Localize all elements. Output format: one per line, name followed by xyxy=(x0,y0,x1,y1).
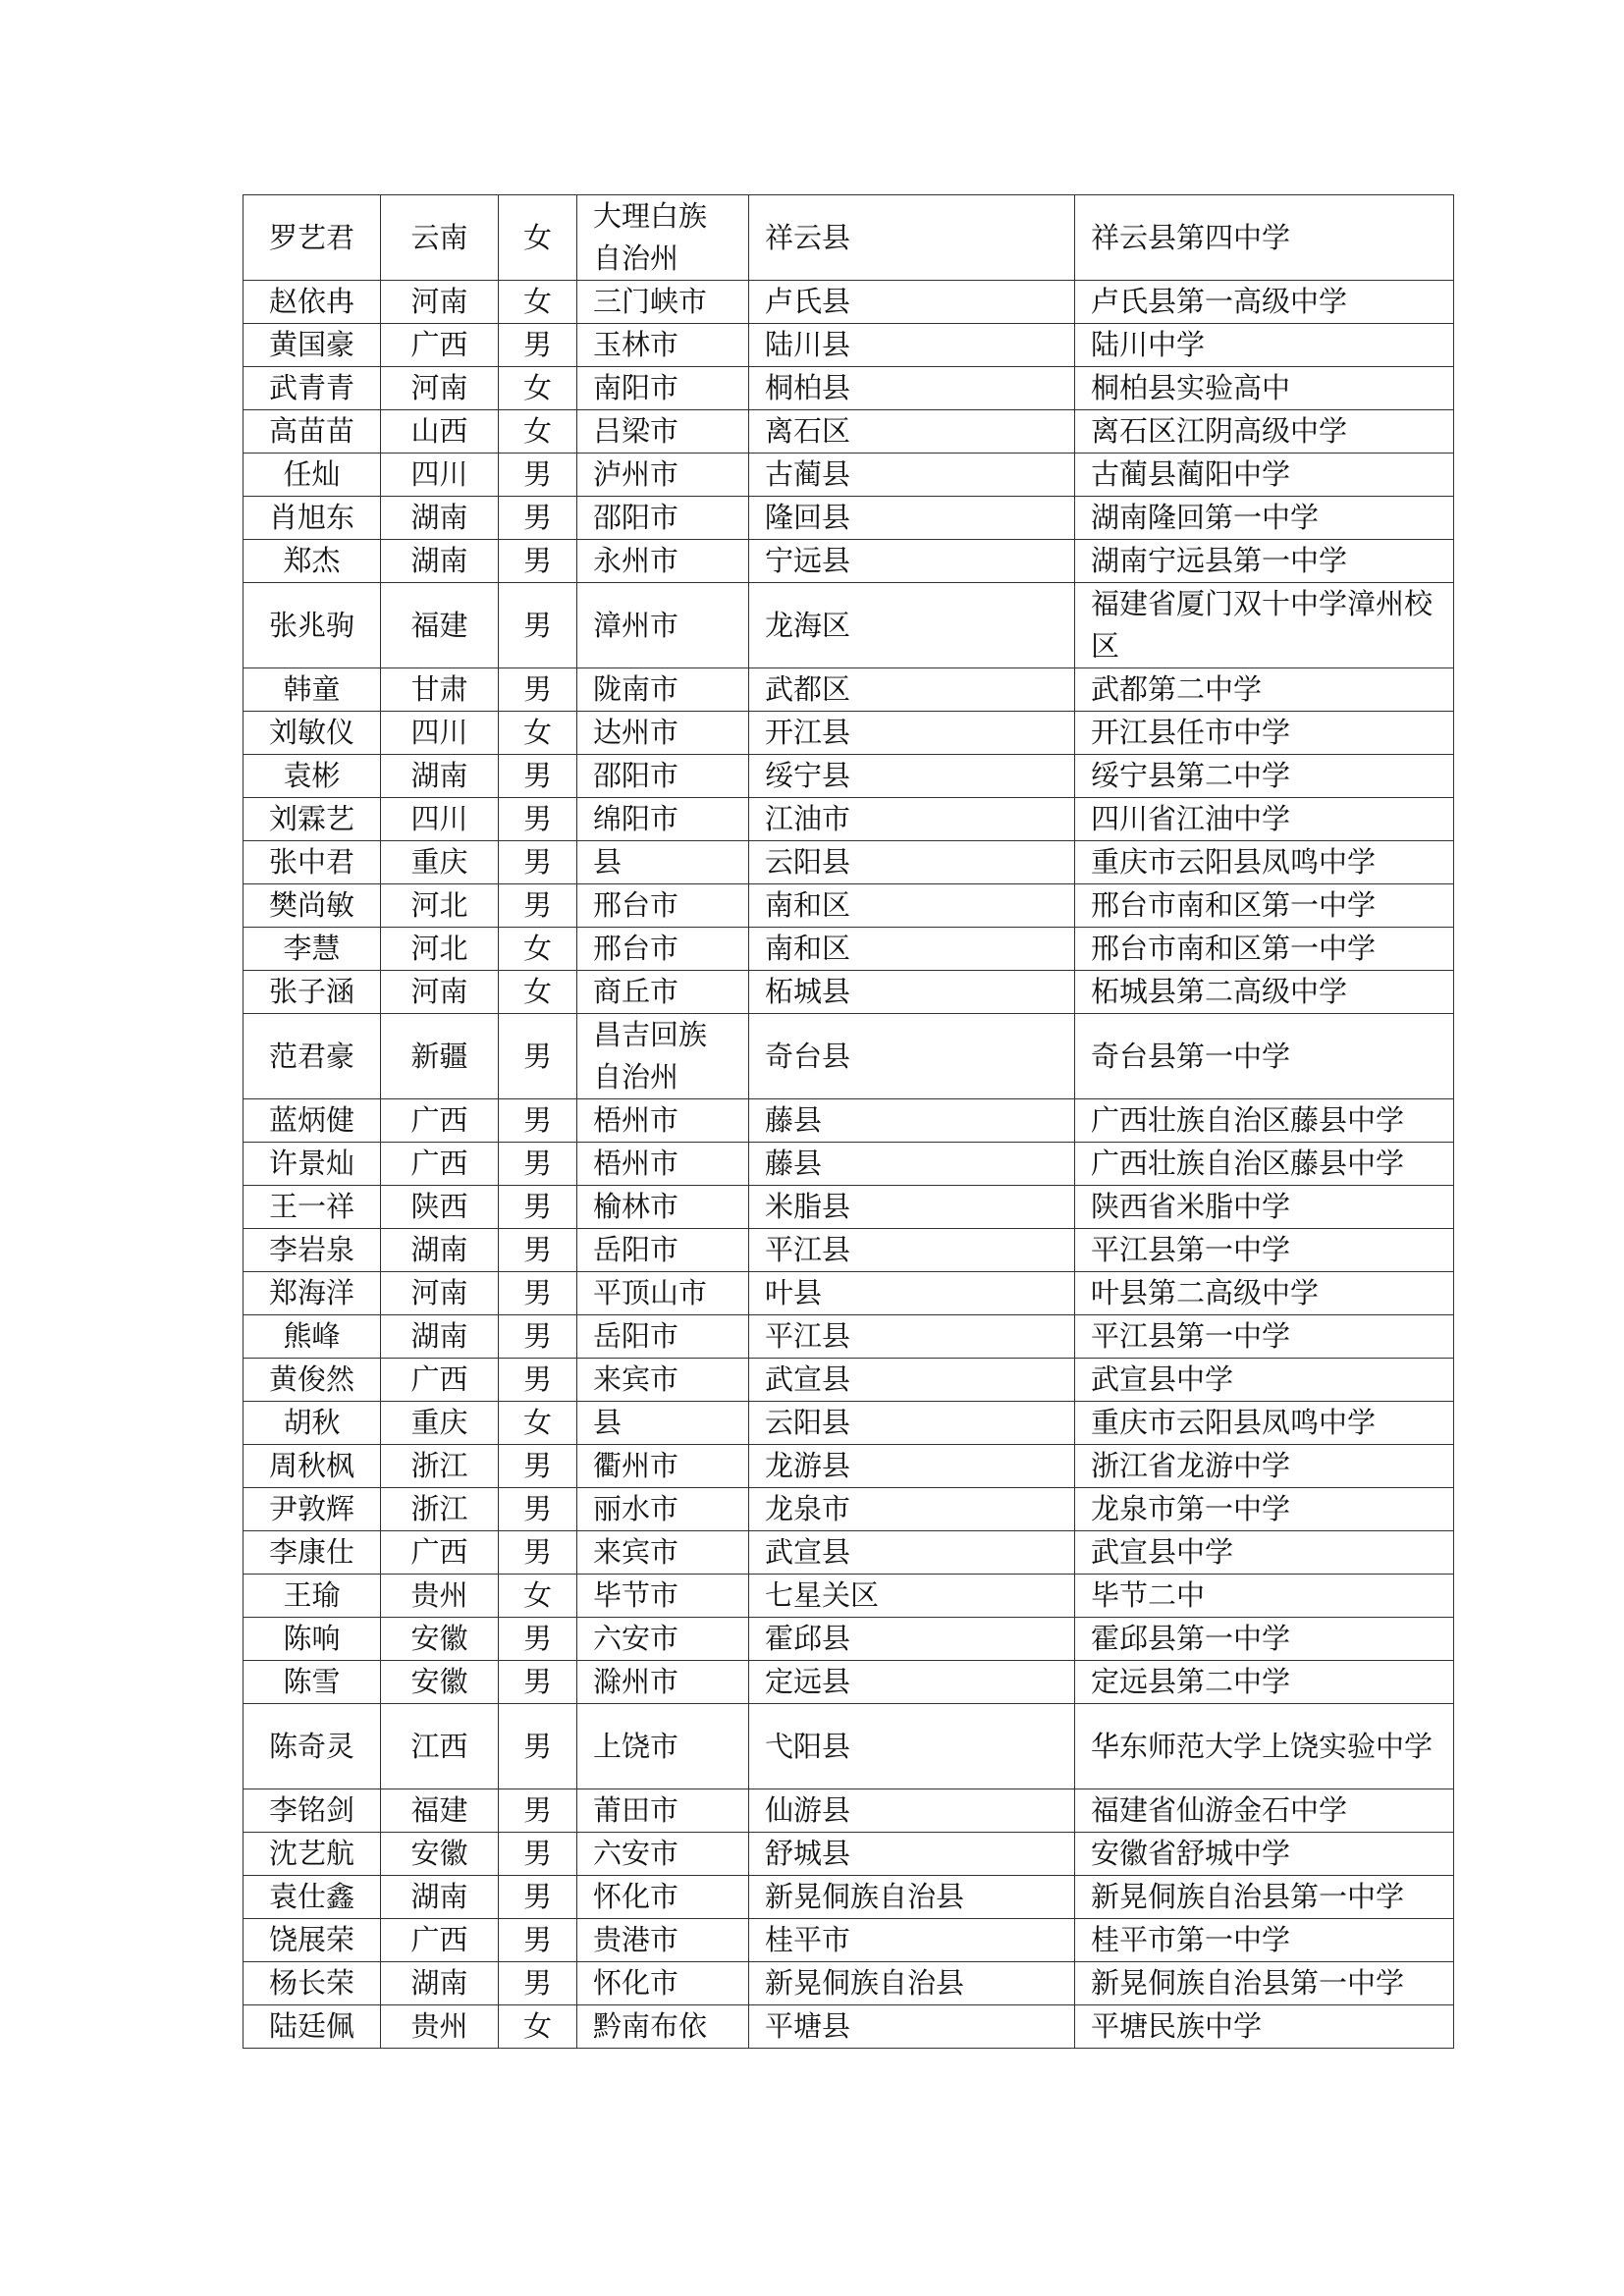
school-cell: 古蔺县蔺阳中学 xyxy=(1075,454,1454,497)
province-cell: 云南 xyxy=(381,195,499,281)
county-cell: 江油市 xyxy=(749,798,1075,841)
province-cell: 贵州 xyxy=(381,1575,499,1618)
school-cell: 离石区江阴高级中学 xyxy=(1075,410,1454,454)
name-cell: 范君豪 xyxy=(244,1014,381,1099)
name-cell: 刘霖艺 xyxy=(244,798,381,841)
county-cell: 古蔺县 xyxy=(749,454,1075,497)
gender-cell: 男 xyxy=(499,884,577,928)
city-cell: 莆田市 xyxy=(577,1789,749,1833)
city-cell: 县 xyxy=(577,841,749,884)
name-cell: 郑杰 xyxy=(244,540,381,583)
city-cell: 泸州市 xyxy=(577,454,749,497)
county-cell: 奇台县 xyxy=(749,1014,1075,1099)
table-row xyxy=(244,1488,1454,1531)
city-cell: 绵阳市 xyxy=(577,798,749,841)
county-cell: 七星关区 xyxy=(749,1575,1075,1618)
name-cell: 李慧 xyxy=(244,928,381,971)
city-cell: 邢台市 xyxy=(577,884,749,928)
gender-cell: 男 xyxy=(499,1876,577,1919)
province-cell: 陕西 xyxy=(381,1186,499,1229)
name-cell: 尹敦辉 xyxy=(244,1488,381,1531)
county-cell: 离石区 xyxy=(749,410,1075,454)
school-cell: 华东师范大学上饶实验中学 xyxy=(1075,1704,1454,1789)
city-cell: 黔南布依 xyxy=(577,2005,749,2049)
province-cell: 广西 xyxy=(381,324,499,367)
name-cell: 郑海洋 xyxy=(244,1272,381,1315)
name-cell: 高苗苗 xyxy=(244,410,381,454)
name-cell: 熊峰 xyxy=(244,1315,381,1359)
city-cell: 衢州市 xyxy=(577,1445,749,1488)
gender-cell: 男 xyxy=(499,583,577,668)
gender-cell: 女 xyxy=(499,1402,577,1445)
gender-cell: 男 xyxy=(499,1315,577,1359)
table-row xyxy=(244,367,1454,410)
school-cell: 重庆市云阳县凤鸣中学 xyxy=(1075,841,1454,884)
county-cell: 祥云县 xyxy=(749,195,1075,281)
name-cell: 罗艺君 xyxy=(244,195,381,281)
school-cell: 陕西省米脂中学 xyxy=(1075,1186,1454,1229)
county-cell: 新晃侗族自治县 xyxy=(749,1876,1075,1919)
province-cell: 广西 xyxy=(381,1143,499,1186)
city-cell: 商丘市 xyxy=(577,971,749,1014)
city-cell: 毕节市 xyxy=(577,1575,749,1618)
name-cell: 黄国豪 xyxy=(244,324,381,367)
table-row xyxy=(244,712,1454,755)
county-cell: 南和区 xyxy=(749,884,1075,928)
school-cell: 平江县第一中学 xyxy=(1075,1315,1454,1359)
city-cell: 滁州市 xyxy=(577,1661,749,1704)
province-cell: 福建 xyxy=(381,583,499,668)
city-cell: 三门峡市 xyxy=(577,281,749,324)
province-cell: 四川 xyxy=(381,454,499,497)
school-cell: 邢台市南和区第一中学 xyxy=(1075,884,1454,928)
name-cell: 韩童 xyxy=(244,668,381,712)
table-row xyxy=(244,454,1454,497)
table-row xyxy=(244,928,1454,971)
gender-cell: 女 xyxy=(499,928,577,971)
county-cell: 仙游县 xyxy=(749,1789,1075,1833)
province-cell: 广西 xyxy=(381,1359,499,1402)
province-cell: 湖南 xyxy=(381,497,499,540)
name-cell: 张兆驹 xyxy=(244,583,381,668)
school-cell: 重庆市云阳县凤鸣中学 xyxy=(1075,1402,1454,1445)
county-cell: 南和区 xyxy=(749,928,1075,971)
roster-body xyxy=(244,195,1454,2049)
school-cell: 龙泉市第一中学 xyxy=(1075,1488,1454,1531)
city-cell: 来宾市 xyxy=(577,1359,749,1402)
county-cell: 龙泉市 xyxy=(749,1488,1075,1531)
school-cell: 霍邱县第一中学 xyxy=(1075,1618,1454,1661)
city-cell: 六安市 xyxy=(577,1833,749,1876)
city-cell: 来宾市 xyxy=(577,1531,749,1575)
name-cell: 赵依冉 xyxy=(244,281,381,324)
name-cell: 陈雪 xyxy=(244,1661,381,1704)
county-cell: 霍邱县 xyxy=(749,1618,1075,1661)
province-cell: 河南 xyxy=(381,367,499,410)
gender-cell: 男 xyxy=(499,1445,577,1488)
gender-cell: 男 xyxy=(499,1229,577,1272)
province-cell: 甘肃 xyxy=(381,668,499,712)
name-cell: 蓝炳健 xyxy=(244,1099,381,1143)
school-cell: 武宣县中学 xyxy=(1075,1531,1454,1575)
table-row xyxy=(244,281,1454,324)
province-cell: 安徽 xyxy=(381,1833,499,1876)
province-cell: 河南 xyxy=(381,1272,499,1315)
table-row xyxy=(244,1099,1454,1143)
county-cell: 桐柏县 xyxy=(749,367,1075,410)
county-cell: 武都区 xyxy=(749,668,1075,712)
province-cell: 山西 xyxy=(381,410,499,454)
school-cell: 四川省江油中学 xyxy=(1075,798,1454,841)
table-row xyxy=(244,195,1454,281)
table-row xyxy=(244,1359,1454,1402)
table-row xyxy=(244,540,1454,583)
gender-cell: 男 xyxy=(499,497,577,540)
county-cell: 云阳县 xyxy=(749,1402,1075,1445)
table-row xyxy=(244,1445,1454,1488)
name-cell: 王一祥 xyxy=(244,1186,381,1229)
school-cell: 武宣县中学 xyxy=(1075,1359,1454,1402)
table-row xyxy=(244,324,1454,367)
school-cell: 卢氏县第一高级中学 xyxy=(1075,281,1454,324)
student-roster-table xyxy=(243,194,1454,2049)
city-cell: 邢台市 xyxy=(577,928,749,971)
gender-cell: 女 xyxy=(499,367,577,410)
county-cell: 陆川县 xyxy=(749,324,1075,367)
school-cell: 祥云县第四中学 xyxy=(1075,195,1454,281)
city-cell: 昌吉回族自治州 xyxy=(577,1014,749,1099)
city-cell: 玉林市 xyxy=(577,324,749,367)
gender-cell: 男 xyxy=(499,1962,577,2005)
county-cell: 藤县 xyxy=(749,1143,1075,1186)
name-cell: 张子涵 xyxy=(244,971,381,1014)
city-cell: 贵港市 xyxy=(577,1919,749,1962)
school-cell: 福建省仙游金石中学 xyxy=(1075,1789,1454,1833)
school-cell: 邢台市南和区第一中学 xyxy=(1075,928,1454,971)
name-cell: 肖旭东 xyxy=(244,497,381,540)
school-cell: 安徽省舒城中学 xyxy=(1075,1833,1454,1876)
province-cell: 广西 xyxy=(381,1531,499,1575)
county-cell: 柘城县 xyxy=(749,971,1075,1014)
school-cell: 毕节二中 xyxy=(1075,1575,1454,1618)
name-cell: 武青青 xyxy=(244,367,381,410)
province-cell: 浙江 xyxy=(381,1445,499,1488)
province-cell: 贵州 xyxy=(381,2005,499,2049)
table-row xyxy=(244,1531,1454,1575)
province-cell: 安徽 xyxy=(381,1661,499,1704)
province-cell: 湖南 xyxy=(381,1229,499,1272)
school-cell: 浙江省龙游中学 xyxy=(1075,1445,1454,1488)
school-cell: 叶县第二高级中学 xyxy=(1075,1272,1454,1315)
city-cell: 岳阳市 xyxy=(577,1315,749,1359)
city-cell: 县 xyxy=(577,1402,749,1445)
county-cell: 龙游县 xyxy=(749,1445,1075,1488)
city-cell: 榆林市 xyxy=(577,1186,749,1229)
school-cell: 奇台县第一中学 xyxy=(1075,1014,1454,1099)
province-cell: 浙江 xyxy=(381,1488,499,1531)
school-cell: 广西壮族自治区藤县中学 xyxy=(1075,1143,1454,1186)
name-cell: 樊尚敏 xyxy=(244,884,381,928)
table-row xyxy=(244,841,1454,884)
county-cell: 云阳县 xyxy=(749,841,1075,884)
table-row xyxy=(244,410,1454,454)
city-cell: 达州市 xyxy=(577,712,749,755)
gender-cell: 男 xyxy=(499,1186,577,1229)
city-cell: 漳州市 xyxy=(577,583,749,668)
table-row xyxy=(244,798,1454,841)
gender-cell: 男 xyxy=(499,1833,577,1876)
city-cell: 永州市 xyxy=(577,540,749,583)
gender-cell: 男 xyxy=(499,1272,577,1315)
county-cell: 隆回县 xyxy=(749,497,1075,540)
province-cell: 河北 xyxy=(381,884,499,928)
name-cell: 李岩泉 xyxy=(244,1229,381,1272)
table-row xyxy=(244,2005,1454,2049)
city-cell: 大理白族自治州 xyxy=(577,195,749,281)
county-cell: 弋阳县 xyxy=(749,1704,1075,1789)
table-row xyxy=(244,497,1454,540)
name-cell: 饶展荣 xyxy=(244,1919,381,1962)
gender-cell: 男 xyxy=(499,1704,577,1789)
name-cell: 陈奇灵 xyxy=(244,1704,381,1789)
school-cell: 平塘民族中学 xyxy=(1075,2005,1454,2049)
province-cell: 福建 xyxy=(381,1789,499,1833)
name-cell: 许景灿 xyxy=(244,1143,381,1186)
city-cell: 南阳市 xyxy=(577,367,749,410)
gender-cell: 男 xyxy=(499,540,577,583)
gender-cell: 男 xyxy=(499,1143,577,1186)
gender-cell: 男 xyxy=(499,1488,577,1531)
table-row xyxy=(244,1919,1454,1962)
gender-cell: 男 xyxy=(499,1099,577,1143)
gender-cell: 男 xyxy=(499,1618,577,1661)
province-cell: 河南 xyxy=(381,971,499,1014)
city-cell: 邵阳市 xyxy=(577,755,749,798)
city-cell: 怀化市 xyxy=(577,1876,749,1919)
city-cell: 怀化市 xyxy=(577,1962,749,2005)
table-row xyxy=(244,1315,1454,1359)
table-row xyxy=(244,668,1454,712)
table-row xyxy=(244,1618,1454,1661)
gender-cell: 男 xyxy=(499,1789,577,1833)
table-row xyxy=(244,583,1454,668)
table-row xyxy=(244,1962,1454,2005)
gender-cell: 男 xyxy=(499,1359,577,1402)
table-row xyxy=(244,971,1454,1014)
province-cell: 四川 xyxy=(381,712,499,755)
school-cell: 新晃侗族自治县第一中学 xyxy=(1075,1876,1454,1919)
gender-cell: 女 xyxy=(499,971,577,1014)
province-cell: 江西 xyxy=(381,1704,499,1789)
county-cell: 绥宁县 xyxy=(749,755,1075,798)
name-cell: 刘敏仪 xyxy=(244,712,381,755)
gender-cell: 女 xyxy=(499,1575,577,1618)
table-row xyxy=(244,1143,1454,1186)
county-cell: 宁远县 xyxy=(749,540,1075,583)
gender-cell: 男 xyxy=(499,454,577,497)
table-row xyxy=(244,1789,1454,1833)
county-cell: 武宣县 xyxy=(749,1359,1075,1402)
name-cell: 黄俊然 xyxy=(244,1359,381,1402)
table-row xyxy=(244,755,1454,798)
city-cell: 上饶市 xyxy=(577,1704,749,1789)
city-cell: 梧州市 xyxy=(577,1143,749,1186)
school-cell: 福建省厦门双十中学漳州校区 xyxy=(1075,583,1454,668)
county-cell: 舒城县 xyxy=(749,1833,1075,1876)
county-cell: 定远县 xyxy=(749,1661,1075,1704)
school-cell: 陆川中学 xyxy=(1075,324,1454,367)
name-cell: 任灿 xyxy=(244,454,381,497)
name-cell: 张中君 xyxy=(244,841,381,884)
province-cell: 湖南 xyxy=(381,1876,499,1919)
county-cell: 米脂县 xyxy=(749,1186,1075,1229)
name-cell: 陆廷佩 xyxy=(244,2005,381,2049)
school-cell: 武都第二中学 xyxy=(1075,668,1454,712)
name-cell: 胡秋 xyxy=(244,1402,381,1445)
city-cell: 平顶山市 xyxy=(577,1272,749,1315)
gender-cell: 男 xyxy=(499,324,577,367)
school-cell: 新晃侗族自治县第一中学 xyxy=(1075,1962,1454,2005)
name-cell: 袁彬 xyxy=(244,755,381,798)
gender-cell: 男 xyxy=(499,1531,577,1575)
school-cell: 定远县第二中学 xyxy=(1075,1661,1454,1704)
table-row xyxy=(244,1014,1454,1099)
province-cell: 四川 xyxy=(381,798,499,841)
county-cell: 新晃侗族自治县 xyxy=(749,1962,1075,2005)
school-cell: 柘城县第二高级中学 xyxy=(1075,971,1454,1014)
province-cell: 河北 xyxy=(381,928,499,971)
city-cell: 丽水市 xyxy=(577,1488,749,1531)
province-cell: 重庆 xyxy=(381,1402,499,1445)
table-row xyxy=(244,1229,1454,1272)
gender-cell: 女 xyxy=(499,2005,577,2049)
gender-cell: 男 xyxy=(499,1014,577,1099)
gender-cell: 男 xyxy=(499,1919,577,1962)
gender-cell: 女 xyxy=(499,712,577,755)
gender-cell: 女 xyxy=(499,195,577,281)
city-cell: 邵阳市 xyxy=(577,497,749,540)
county-cell: 平江县 xyxy=(749,1229,1075,1272)
name-cell: 周秋枫 xyxy=(244,1445,381,1488)
county-cell: 平江县 xyxy=(749,1315,1075,1359)
table-row xyxy=(244,1402,1454,1445)
school-cell: 桂平市第一中学 xyxy=(1075,1919,1454,1962)
name-cell: 王瑜 xyxy=(244,1575,381,1618)
gender-cell: 男 xyxy=(499,798,577,841)
school-cell: 湖南宁远县第一中学 xyxy=(1075,540,1454,583)
table-row xyxy=(244,1876,1454,1919)
name-cell: 杨长荣 xyxy=(244,1962,381,2005)
city-cell: 吕梁市 xyxy=(577,410,749,454)
county-cell: 卢氏县 xyxy=(749,281,1075,324)
county-cell: 藤县 xyxy=(749,1099,1075,1143)
name-cell: 李康仕 xyxy=(244,1531,381,1575)
school-cell: 桐柏县实验高中 xyxy=(1075,367,1454,410)
table-row xyxy=(244,1186,1454,1229)
table-row xyxy=(244,884,1454,928)
table-row xyxy=(244,1704,1454,1789)
gender-cell: 男 xyxy=(499,755,577,798)
province-cell: 安徽 xyxy=(381,1618,499,1661)
county-cell: 桂平市 xyxy=(749,1919,1075,1962)
city-cell: 梧州市 xyxy=(577,1099,749,1143)
gender-cell: 女 xyxy=(499,410,577,454)
table-row xyxy=(244,1272,1454,1315)
county-cell: 龙海区 xyxy=(749,583,1075,668)
city-cell: 六安市 xyxy=(577,1618,749,1661)
province-cell: 河南 xyxy=(381,281,499,324)
school-cell: 广西壮族自治区藤县中学 xyxy=(1075,1099,1454,1143)
province-cell: 湖南 xyxy=(381,755,499,798)
city-cell: 陇南市 xyxy=(577,668,749,712)
school-cell: 湖南隆回第一中学 xyxy=(1075,497,1454,540)
province-cell: 新疆 xyxy=(381,1014,499,1099)
county-cell: 叶县 xyxy=(749,1272,1075,1315)
name-cell: 陈响 xyxy=(244,1618,381,1661)
province-cell: 广西 xyxy=(381,1919,499,1962)
table-row xyxy=(244,1661,1454,1704)
province-cell: 重庆 xyxy=(381,841,499,884)
county-cell: 武宣县 xyxy=(749,1531,1075,1575)
province-cell: 广西 xyxy=(381,1099,499,1143)
table-row xyxy=(244,1833,1454,1876)
gender-cell: 男 xyxy=(499,1661,577,1704)
school-cell: 绥宁县第二中学 xyxy=(1075,755,1454,798)
name-cell: 沈艺航 xyxy=(244,1833,381,1876)
city-cell: 岳阳市 xyxy=(577,1229,749,1272)
table-row xyxy=(244,1575,1454,1618)
province-cell: 湖南 xyxy=(381,1962,499,2005)
name-cell: 袁仕鑫 xyxy=(244,1876,381,1919)
school-cell: 开江县任市中学 xyxy=(1075,712,1454,755)
school-cell: 平江县第一中学 xyxy=(1075,1229,1454,1272)
gender-cell: 男 xyxy=(499,841,577,884)
province-cell: 湖南 xyxy=(381,1315,499,1359)
gender-cell: 男 xyxy=(499,668,577,712)
province-cell: 湖南 xyxy=(381,540,499,583)
county-cell: 平塘县 xyxy=(749,2005,1075,2049)
name-cell: 李铭剑 xyxy=(244,1789,381,1833)
gender-cell: 女 xyxy=(499,281,577,324)
county-cell: 开江县 xyxy=(749,712,1075,755)
